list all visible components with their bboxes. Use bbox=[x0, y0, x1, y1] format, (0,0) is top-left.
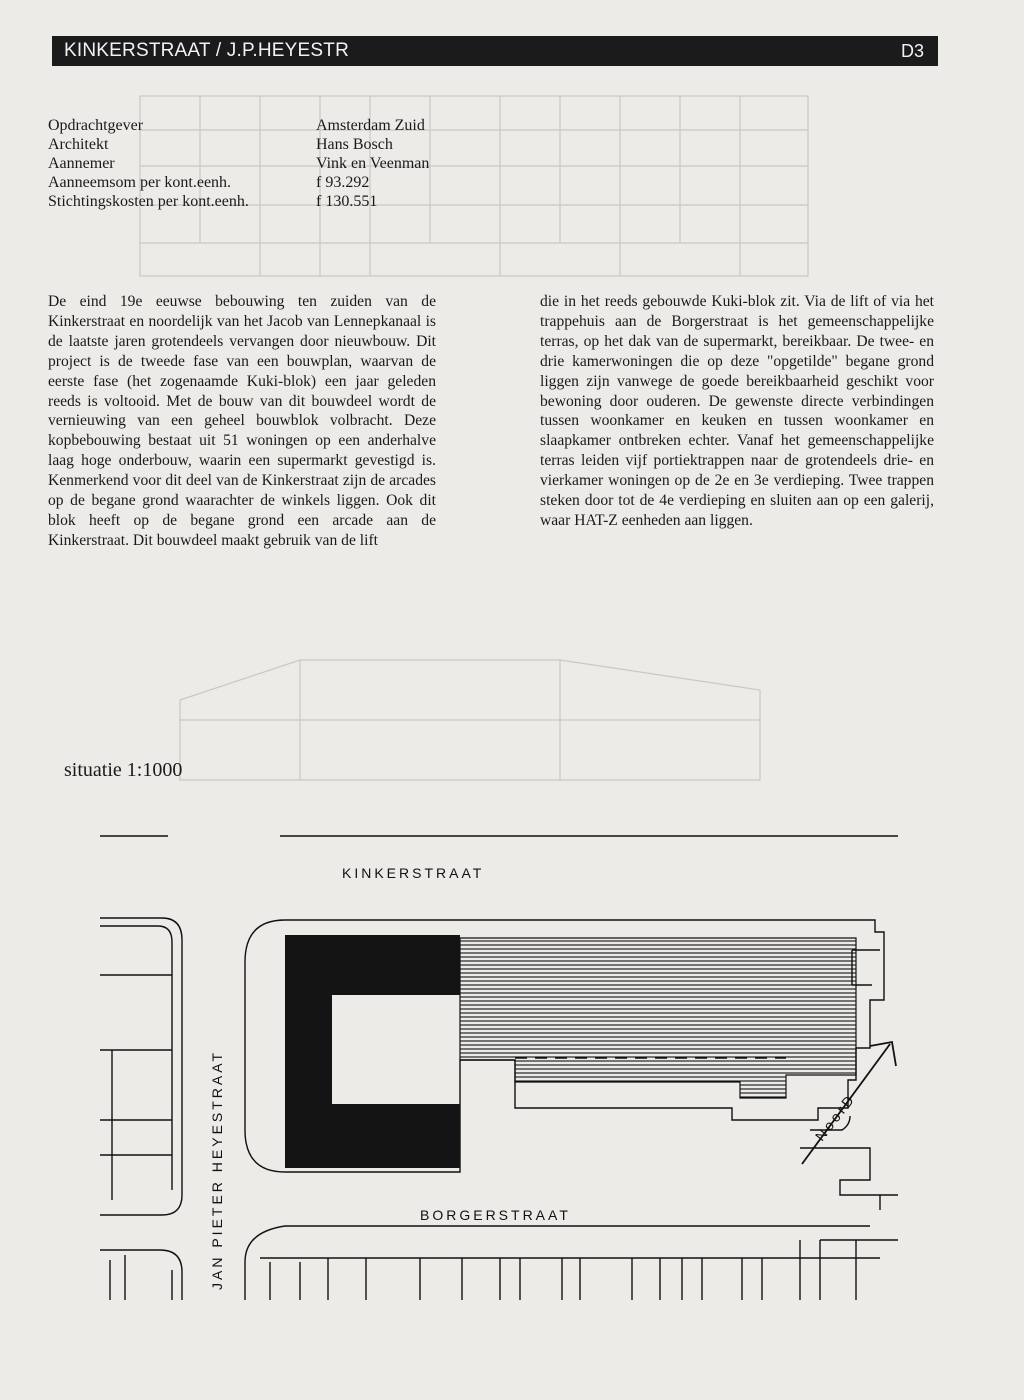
new-building-solid bbox=[285, 935, 460, 1168]
page-title: KINKERSTRAAT / J.P.HEYESTR bbox=[64, 40, 349, 61]
info-label: Opdrachtgever bbox=[48, 117, 144, 134]
page-code: D3 bbox=[900, 40, 924, 61]
street-name-borgerstraat: BORGERSTRAAT bbox=[420, 1207, 571, 1223]
info-value: Vink en Veenman bbox=[316, 155, 430, 172]
north-label: NoorD bbox=[811, 1090, 859, 1144]
info-label: Stichtingskosten per kont.eenh. bbox=[48, 193, 249, 210]
info-label: Aanneemsom per kont.eenh. bbox=[48, 174, 232, 191]
info-value: Hans Bosch bbox=[316, 136, 393, 153]
info-value: f 93.292 bbox=[316, 174, 370, 191]
paragraph: De eind 19e eeuwse bebouwing ten zuiden van de Kinkerstraat en noordelijk van het Jacob van Lennepkanaal is de laatste jaren grotendeels vervangen door nieuwbouw. Dit project is de tweede fase van een bouwplan, waarvan de eerste fase (het zogenaamde Kuki-blok) een jaar geleden reeds is voltooid. Met de bouw van dit bouwdeel wordt de vernieuwing van een geheel bouwblok volbracht. Deze kopbebouwing bestaat uit 51 woningen op een anderhalve laag hoge onderbouw, waarin een supermarkt gevestigd is. Kenmerkend voor dit deel van de Kinkerstraat zijn de arcades op de begane grond waarachter de winkels liggen. Ook dit blok heeft op de begane grond een arcade aan de Kinkerstraat. Dit bouwdeel maakt gebruik van de lift bbox=[48, 293, 436, 549]
info-label: Aannemer bbox=[48, 155, 115, 172]
info-value: Amsterdam Zuid bbox=[316, 117, 425, 134]
site-plan-caption: situatie 1:1000 bbox=[64, 759, 183, 781]
street-name-kinkerstraat: KINKERSTRAAT bbox=[342, 865, 485, 881]
street-name-heyestraat: JAN PIETER HEYESTRAAT bbox=[209, 1049, 225, 1290]
info-value: f 130.551 bbox=[316, 193, 378, 210]
info-label: Architekt bbox=[48, 136, 109, 153]
existing-building-hatched bbox=[460, 938, 856, 1098]
paragraph: die in het reeds gebouwde Kuki-blok zit. Via de lift of via het trappehuis aan de Borgerstraat is het gemeenschappelijke terras, op het dak van de supermarkt, bereikbaar. De twee- en drie kamerwoningen die op deze "opgetilde" begane grond liggen zijn vanwege de goede bereikbaarheid geschikt voor bewoning door ouderen. De gewenste directe verbindingen tussen woonkamer en keuken en tussen woonkamer en slaapkamer ontbreken echter. Vanaf het gemeenschappelijke terras leiden vijf portiektrappen naar de grotendeels drie- en vierkamer woningen op de 2e en 3e verdieping. Twee trappen steken door tot de 4e verdieping en sluiten aan op een galerij, waar HAT-Z eenheden aan liggen. bbox=[540, 293, 934, 529]
